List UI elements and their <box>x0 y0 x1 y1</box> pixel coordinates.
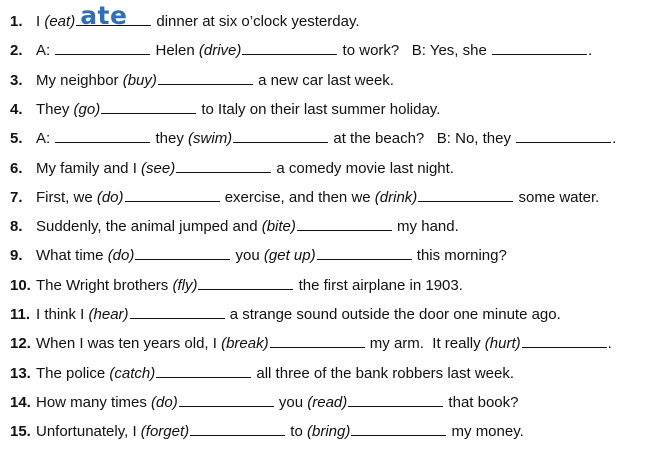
sentence-text: How many times <box>36 393 152 411</box>
sentence-text: The Wright brothers <box>36 276 173 294</box>
answer-blank[interactable] <box>492 39 587 55</box>
verb-hint: (catch) <box>109 364 156 382</box>
exercise-item <box>10 391 519 413</box>
answer-blank[interactable] <box>130 303 225 319</box>
verb-hint: (do) <box>107 247 135 265</box>
exercise-item <box>10 39 592 61</box>
sentence-text: my money. <box>447 423 524 441</box>
verb-hint: (do) <box>151 393 178 411</box>
answer-blank[interactable] <box>418 186 513 202</box>
item-number: 12. <box>10 335 31 353</box>
answer-blank[interactable] <box>176 157 271 173</box>
verb-hint: (go) <box>73 100 101 118</box>
sentence-text: I think I <box>36 306 89 323</box>
item-number: 7. <box>10 188 23 206</box>
answer-blank[interactable] <box>270 332 365 348</box>
sentence-text: to <box>286 423 307 441</box>
item-number: 11. <box>10 306 31 323</box>
answer-blank[interactable] <box>156 362 251 378</box>
sentence-text: . <box>587 42 593 60</box>
answer-blank[interactable] <box>351 420 446 436</box>
sentence-text: dinner at six o’clock yesterday. <box>152 13 360 30</box>
item-number: 8. <box>10 218 23 236</box>
answer-blank[interactable] <box>190 420 285 436</box>
item-number: 10. <box>10 276 31 294</box>
answer-blank[interactable] <box>522 332 607 348</box>
answer-blank[interactable] <box>242 39 337 55</box>
sentence-text: the first airplane in 1903. <box>294 276 463 294</box>
verb-hint: (swim) <box>188 130 233 148</box>
exercise-item <box>10 98 440 120</box>
answer-blank[interactable] <box>348 391 443 407</box>
verb-hint: (break) <box>221 335 269 353</box>
verb-hint: (get up) <box>263 247 316 265</box>
verb-hint: (drink) <box>374 188 418 206</box>
exercise-item <box>10 215 459 237</box>
item-number: 13. <box>10 364 31 382</box>
sentence-text: The police <box>36 364 110 382</box>
item-number: 15. <box>10 423 31 441</box>
verb-hint: (drive) <box>198 42 242 60</box>
answer-blank[interactable] <box>516 127 611 143</box>
verb-hint: (read) <box>307 393 348 411</box>
sentence-text: Helen <box>151 42 199 60</box>
item-number: 5. <box>10 130 23 148</box>
sentence-text: my hand. <box>392 218 459 236</box>
answer-blank[interactable] <box>55 39 150 55</box>
sentence-text: I <box>36 13 45 30</box>
exercise-item <box>10 186 599 208</box>
verb-hint: (hurt) <box>484 335 521 353</box>
answer-blank[interactable] <box>317 244 412 260</box>
item-number: 9. <box>10 247 23 265</box>
sentence-text: When I was ten years old, I <box>36 335 222 353</box>
answer-blank[interactable] <box>297 215 392 231</box>
answer-blank[interactable] <box>55 127 150 143</box>
verb-hint: (do) <box>96 188 124 206</box>
exercise-item <box>10 1 360 32</box>
sentence-text: Suddenly, the animal jumped and <box>36 218 262 236</box>
sentence-text: They <box>36 100 74 118</box>
answer-blank[interactable] <box>158 69 253 85</box>
verb-hint: (forget) <box>140 423 190 441</box>
sentence-text: My neighbor <box>36 71 123 89</box>
sentence-text: My family and I <box>36 159 142 177</box>
verb-hint: (hear) <box>88 306 129 323</box>
sentence-text: A: <box>36 42 55 60</box>
verb-hint: (eat) <box>44 13 76 30</box>
answer-blank[interactable] <box>125 186 220 202</box>
sentence-text: First, we <box>36 188 97 206</box>
answer-blank[interactable] <box>135 244 230 260</box>
sentence-text: to Italy on their last summer holiday. <box>197 100 441 118</box>
exercise-item <box>10 274 463 296</box>
verb-hint: (buy) <box>122 71 157 89</box>
item-number: 14. <box>10 393 31 411</box>
sentence-text: that book? <box>444 393 519 411</box>
exercise-item <box>10 157 454 179</box>
item-number: 2. <box>10 42 23 60</box>
sentence-text: a new car last week. <box>253 71 394 89</box>
sentence-text: they <box>151 130 189 148</box>
sentence-text: A: <box>36 130 55 148</box>
item-number: 4. <box>10 100 23 118</box>
answer-blank[interactable] <box>198 274 293 290</box>
exercise-item <box>10 127 616 149</box>
item-number: 1. <box>10 13 23 30</box>
sentence-text: some water. <box>514 188 600 206</box>
handwritten-answer: ate <box>80 1 128 30</box>
exercise-item <box>10 420 524 442</box>
sentence-text: a strange sound outside the door one minute ago. <box>225 306 561 323</box>
sentence-text: to work? B: Yes, she <box>338 42 491 60</box>
exercise-item <box>10 303 561 325</box>
sentence-text: my arm. It really <box>365 335 485 353</box>
sentence-text: you <box>274 393 308 411</box>
exercise-item <box>10 244 507 266</box>
answer-blank[interactable] <box>101 98 196 114</box>
exercise-item <box>10 362 514 384</box>
item-number: 6. <box>10 159 23 177</box>
sentence-text: all three of the bank robbers last week. <box>252 364 515 382</box>
item-number: 3. <box>10 71 23 89</box>
sentence-text: a comedy movie last night. <box>272 159 454 177</box>
answer-blank[interactable] <box>76 1 151 30</box>
sentence-text: What time <box>36 247 108 265</box>
sentence-text: exercise, and then we <box>220 188 375 206</box>
sentence-text: you <box>231 247 264 265</box>
exercise-item <box>10 69 394 91</box>
sentence-text: at the beach? B: No, they <box>329 130 516 148</box>
exercise-item <box>10 332 612 354</box>
sentence-text: . <box>607 335 612 353</box>
verb-hint: (see) <box>141 159 176 177</box>
answer-blank[interactable] <box>233 127 328 143</box>
verb-hint: (fly) <box>172 276 198 294</box>
verb-hint: (bite) <box>261 218 296 236</box>
sentence-text: . <box>612 130 617 148</box>
sentence-text: this morning? <box>412 247 507 265</box>
verb-hint: (bring) <box>307 423 351 441</box>
sentence-text: Unfortunately, I <box>36 423 141 441</box>
answer-blank[interactable] <box>179 391 274 407</box>
